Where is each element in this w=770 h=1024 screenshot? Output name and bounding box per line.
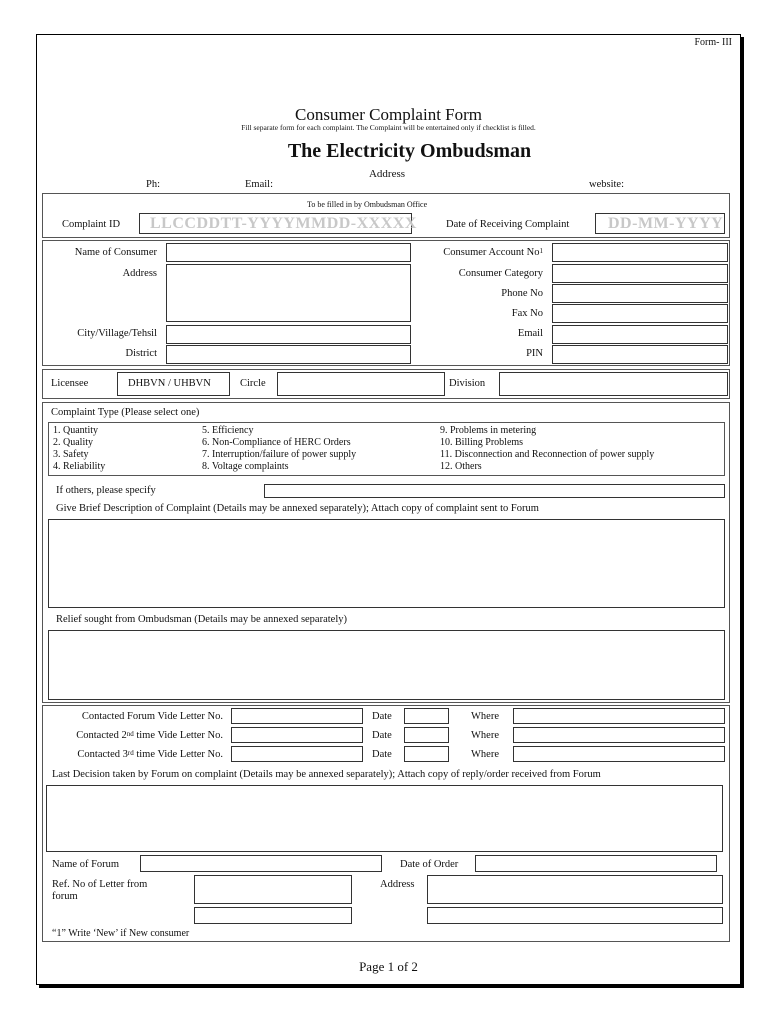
address-heading: Address [368,168,406,180]
others-label: If others, please specify [56,485,156,496]
phone-heading: Ph: [146,179,161,190]
complaint-id-field[interactable] [139,213,417,234]
fax-label: Fax No [511,308,543,319]
decision-label: Last Decision taken by Forum on complaint (Details may be annexed separately); Attach copy of reply/order received from Forum [52,769,601,780]
type-option[interactable]: 11. Disconnection and Reconnection of power supply [440,449,655,460]
type-option[interactable]: 1. Quantity [53,425,98,436]
decision-textarea[interactable] [46,785,723,852]
fax-input[interactable] [552,304,728,323]
email-label: Email [517,328,543,339]
contact3-label: Contacted 3rd time Vide Letter No. [77,749,223,760]
complaint-type-label: Complaint Type (Please select one) [51,407,200,418]
page-number: Page 1 of 2 [359,959,418,974]
type-option[interactable]: 6. Non-Compliance of HERC Orders [202,437,351,448]
district-input[interactable] [166,345,411,364]
form-subtitle: Fill separate form for each complaint. The Complaint will be entertained only if checklist is filled. [241,123,536,132]
contact2-letter-input[interactable] [231,727,363,743]
type-option[interactable]: 7. Interruption/failure of power supply [202,449,357,460]
receiving-date-label: Date of Receiving Complaint [446,219,570,230]
division-input[interactable] [499,372,728,396]
order-date-input[interactable] [475,855,717,872]
contact1-where-label: Where [471,711,499,722]
type-option[interactable]: 9. Problems in metering [440,425,537,436]
contact1-where-input[interactable] [513,708,725,724]
forum-address-input-2[interactable] [427,907,723,924]
type-option[interactable]: 10. Billing Problems [440,437,524,448]
district-label: District [125,348,157,359]
ref-no-label-cont: forum [52,891,78,902]
form-page [36,34,741,985]
circle-label: Circle [240,378,266,389]
phone-input[interactable] [552,284,728,303]
office-note: To be filled in by Ombudsman Office [307,200,428,209]
city-input[interactable] [166,325,411,344]
type-option[interactable]: 12. Others [440,461,482,472]
complaint-id-placeholder: LLCCDDTT-YYYYMMDD-XXXXX [150,215,417,232]
relief-textarea[interactable] [48,630,725,700]
form-title: Consumer Complaint Form [295,105,482,124]
category-label: Consumer Category [458,268,543,279]
consumer-address-input[interactable] [166,264,411,322]
contact1-label: Contacted Forum Vide Letter No. [81,711,223,722]
contact3-date-label: Date [372,749,392,760]
forum-address-label: Address [380,879,415,890]
pin-label: PIN [526,348,543,359]
contact3-where-label: Where [471,749,499,760]
type-option[interactable]: 8. Voltage complaints [202,461,289,472]
forum-name-input[interactable] [140,855,382,872]
contact2-where-input[interactable] [513,727,725,743]
type-option[interactable]: 5. Efficiency [202,425,254,436]
ref-no-label: Ref. No of Letter from [52,879,148,890]
contact2-date-input[interactable] [404,727,449,743]
contact2-where-label: Where [471,730,499,741]
phone-label: Phone No [501,288,543,299]
account-no-label: Consumer Account No$^1$ [443,247,543,258]
account-no-input[interactable] [552,243,728,262]
licensee-label: Licensee [51,378,89,389]
circle-input[interactable] [277,372,445,396]
type-option[interactable]: 2. Quality [53,437,93,448]
contact3-letter-input[interactable] [231,746,363,762]
forum-address-input[interactable] [427,875,723,904]
category-input[interactable] [552,264,728,283]
contact2-date-label: Date [372,730,392,741]
form-label: Form- III [694,37,732,48]
website-heading: website: [589,179,624,190]
description-textarea[interactable] [48,519,725,608]
contact1-date-label: Date [372,711,392,722]
email-heading: Email: [245,179,273,190]
complaint-id-label: Complaint ID [62,219,121,230]
ref-no-input[interactable] [194,875,352,904]
contact1-date-input[interactable] [404,708,449,724]
contact1-letter-input[interactable] [231,708,363,724]
licensee-value: DHBVN / UHBVN [128,378,211,389]
org-title: The Electricity Ombudsman [287,140,532,162]
relief-label: Relief sought from Ombudsman (Details may be annexed separately) [56,614,347,625]
consumer-name-input[interactable] [166,243,411,262]
footnote: “1” Write ‘New’ if New consumer [52,928,190,939]
contact2-label: Contacted 2nd time Vide Letter No. [76,730,223,741]
receiving-date-placeholder: DD-MM-YYYY [608,215,724,232]
email-input[interactable] [552,325,728,344]
description-label: Give Brief Description of Complaint (Details may be annexed separately); Attach copy of complaint sent to Forum [56,503,539,514]
licensee-field[interactable] [117,372,230,396]
contact3-where-input[interactable] [513,746,725,762]
type-option[interactable]: 3. Safety [53,449,89,460]
pin-input[interactable] [552,345,728,364]
ref-no-input-2[interactable] [194,907,352,924]
consumer-name-label: Name of Consumer [74,247,157,258]
receiving-date-field[interactable] [595,213,725,234]
division-label: Division [449,378,486,389]
contact3-date-input[interactable] [404,746,449,762]
city-label: City/Village/Tehsil [77,328,157,339]
order-date-label: Date of Order [400,859,459,870]
others-input[interactable] [264,484,725,498]
forum-name-label: Name of Forum [52,859,120,870]
type-option[interactable]: 4. Reliability [53,461,106,472]
consumer-address-label: Address [122,268,157,279]
